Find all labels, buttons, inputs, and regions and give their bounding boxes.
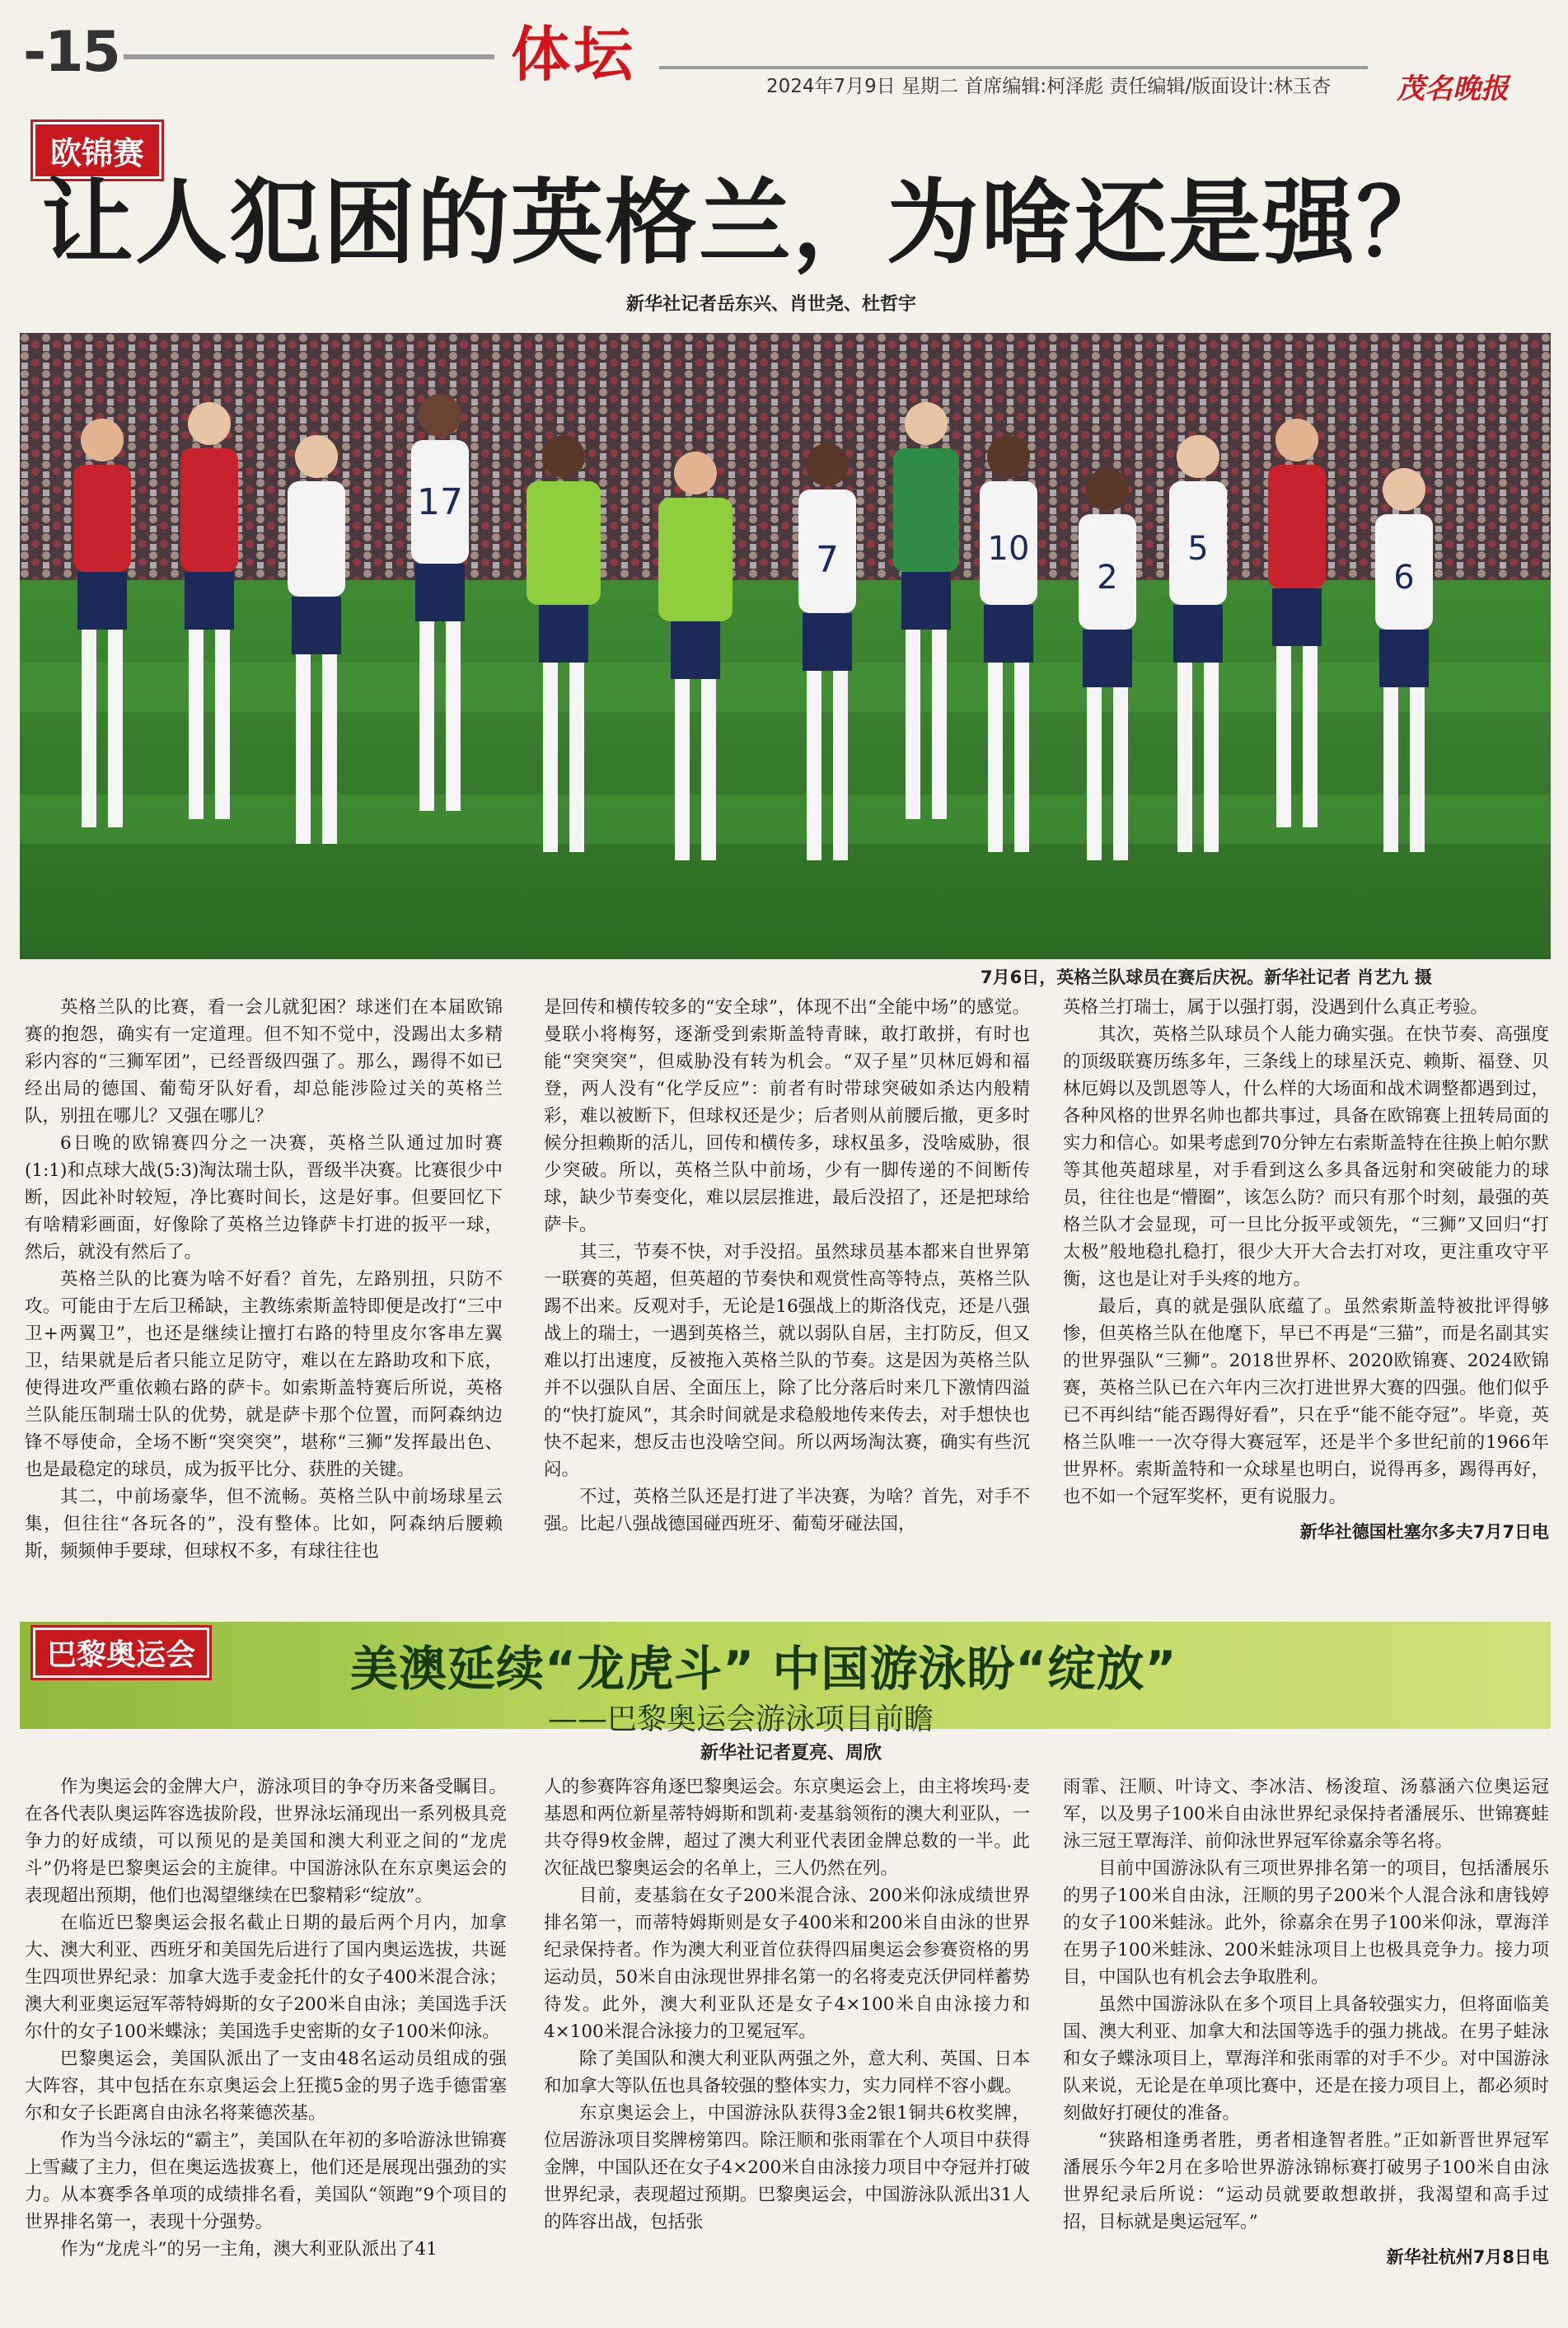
byline: 新华社记者岳东兴、肖世尧、杜哲宇 (626, 294, 917, 315)
article2-signoff: 新华社杭州7月8日电 (1386, 2247, 1549, 2267)
page-number: -15 (23, 20, 119, 85)
paragraph: 目前中国游泳队有三项世界排名第一的项目，包括潘展乐的男子100米自由泳，汪顺的男子200米个人混合泳和唐钱婷的女子100米蛙泳。此外，徐嘉余在男子100米仰泳，覃海洋在男子100米蛙泳、200米蛙泳项目上也极具竞争力。接力项目，中国队也有机会去争取胜利。 (1063, 1858, 1549, 1988)
paragraph: 英格兰队的比赛为啥不好看？首先，左路别扭，只防不攻。可能由于左后卫稀缺，主教练索斯盖特即便是改打“三中卫+两翼卫”，也还是继续让擅打右路的特里皮尔客串左翼卫，结果就是后者只能立足防守，难以在左路助攻和下底，使得进攻严重依赖右路的萨卡。如索斯盖特赛后所说，英格兰队能压制瑞士队的优势，就是萨卡那个位置，而阿森纳边锋不辱使命，全场不断“突突突”，堪称“三狮”发挥最出色、也是最稳定的球员，成为扳平比分、获胜的关键。 (25, 1269, 503, 1480)
paragraph: 人的参赛阵容角逐巴黎奥运会。东京奥运会上，由主将埃玛·麦基恩和两位新星蒂特姆斯和凯莉·麦基翁领衔的澳大利亚队，一共夺得9枚金牌，超过了澳大利亚代表团金牌总数的一半。此次征战巴黎奥运会的名单上，三人仍然在列。 (544, 1777, 1030, 1879)
date-editor-line: 2024年7月9日 星期二 首席编辑:柯泽彪 责任编辑/版面设计:林玉杏 (766, 76, 1331, 97)
article2-column-3 (1063, 1773, 1549, 2271)
paragraph: “狭路相逢勇者胜，勇者相逢智者胜。”正如新晋世界冠军潘展乐今年2月在多哈世界游泳锦标赛打破男子100米自由泳世界纪录后所说：“运动员就要敢想敢拼，我渴望和高手过招，目标就是奥运冠军。” (1063, 2130, 1549, 2232)
svg-text:17: 17 (417, 481, 463, 523)
article1-signoff: 新华社德国杜塞尔多夫7月7日电 (1299, 1522, 1549, 1542)
paragraph: 是回传和横传较多的“安全球”，体现不出“全能中场”的感觉。曼联小将梅努，逐渐受到索斯盖特青睐，敢打敢拼，有时也能“突突突”，但威胁没有转为机会。“双子星”贝林厄姆和福登，两人没有“化学反应”：前者有时带球突破如杀达内般精彩，难以被断下，但球权还是少；后者则从前腰后撤，更多时候分担赖斯的活儿，回传和横传多，球权虽多，没啥威胁，很少突破。所以，英格兰队中前场，少有一脚传递的不间断传球，缺少节奏变化，难以层层推进，最后没招了，还是把球给萨卡。 (544, 997, 1030, 1235)
headline-2: 美澳延续“龙虎斗” 中国游泳盼“绽放” (350, 1641, 1177, 1697)
paragraph: 最后，真的就是强队底蕴了。虽然索斯盖特被批评得够惨，但英格兰队在他麾下，早已不再是“三猫”，而是名副其实的世界强队“三狮”。2018世界杯、2020欧锦赛、2024欧锦赛，英格兰队已在六年内三次打进世界大赛的四强。他们似乎已不再纠结“能否踢得好看”，只在乎“能不能夺冠”。毕竟，英格兰队唯一一次夺得大赛冠军，还是半个多世纪前的1966年世界杯。索斯盖特和一众球星也明白，说得再多，踢得再好，也不如一个冠军奖杯，更有说服力。 (1063, 1296, 1549, 1507)
paragraph: 不过，英格兰队还是打进了半决赛，为啥？首先，对手不强。比起八强战德国碰西班牙、葡萄牙碰法国， (544, 1487, 1030, 1534)
section-title: 体坛 (511, 20, 637, 89)
team-celebration-photo (20, 333, 1551, 959)
svg-text:10: 10 (987, 530, 1030, 568)
paragraph: 除了美国队和澳大利亚队两强之外，意大利、英国、日本和加拿大等队伍也具备较强的整体实力，实力同样不容小觑。 (544, 2049, 1030, 2096)
category-tag-paris-olympics: 巴黎奥运会 (33, 1628, 209, 1678)
paper-logo: 茂名晚报 (1397, 73, 1509, 105)
photo-caption: 7月6日，英格兰队球员在赛后庆祝。新华社记者 肖艺九 摄 (981, 967, 1432, 987)
paragraph: 英格兰打瑞士，属于以强打弱，没遇到什么真正考验。 (1063, 997, 1489, 1018)
category-tag-euro: 欧锦赛 (33, 122, 161, 179)
paragraph: 其三，节奏不快，对手没招。虽然球员基本都来自世界第一联赛的英超，但英超的节奏快和观赏性高等特点，英格兰队踢不出来。反观对手，无论是16强战上的斯洛伐克，还是八强战上的瑞士，一遇到英格兰，就以弱队自居，主打防反，但又难以打出速度，反被拖入英格兰队的节奏。这是因为英格兰队并不以强队自居、全面压上，除了比分落后时来几下激情四溢的“快打旋风”，其余时间就是求稳般地传来传去，对手想快也快不起来，想反击也没啥空间。所以两场淘汰赛，确实有些沉闷。 (544, 1242, 1030, 1480)
svg-text:7: 7 (816, 539, 839, 581)
byline-2: 新华社记者夏亮、周欣 (700, 1743, 882, 1764)
article1-column-2 (544, 994, 1030, 1538)
paragraph: 其次，英格兰队球员个人能力确实强。在快节奏、高强度的顶级联赛历练多年，三条线上的球星沃克、赖斯、福登、贝林厄姆以及凯恩等人，什么样的大场面和战术调整都遇到过，各种风格的世界名帅也都共事过，具备在欧锦赛上扭转局面的实力和信心。如果考虑到70分钟左右索斯盖特在往换上帕尔默等其他英超球星，对手看到这么多具备远射和突破能力的球员，往往也是“懵圈”，该怎么防？而只有那个时刻，最强的英格兰队才会显现，可一旦比分扳平或领先，“三狮”又回归“打太极”般地稳扎稳打，很少大开大合去打对攻，更注重攻守平衡，这也是让对手头疼的地方。 (1063, 1024, 1549, 1290)
svg-text:6: 6 (1393, 559, 1415, 597)
article2-column-1 (25, 1773, 507, 2263)
paragraph: 作为“龙虎斗”的另一主角，澳大利亚队派出了41 (60, 2239, 438, 2260)
headline: 让人犯困的英格兰，为啥还是强？ (41, 170, 1450, 277)
paragraph: 作为当今泳坛的“霸主”，美国队在年初的多哈游泳世锦赛上雪藏了主力，但在奥运选拔赛上，他们还是展现出强劲的实力。从本赛季各单项的成绩排名看，美国队“领跑”9个项目的世界排名第一，表现十分强势。 (25, 2130, 507, 2232)
header-rule-right (659, 66, 1368, 69)
paragraph: 虽然中国游泳队在多个项目上具备较强实力，但将面临美国、澳大利亚、加拿大和法国等选手的强力挑战。在男子蛙泳和女子蝶泳项目上，覃海洋和张雨霏的对手不少。对中国游泳队来说，无论是在单项比赛中，还是在接力项目上，都必须时刻做好打硬仗的准备。 (1063, 1994, 1549, 2124)
paragraph: 在临近巴黎奥运会报名截止日期的最后两个月内，加拿大、澳大利亚、西班牙和美国先后进行了国内奥运选拔，共诞生四项世界纪录：加拿大选手麦金托什的女子400米混合泳；澳大利亚奥运冠军蒂特姆斯的女子200米自由泳；美国选手沃尔什的女子100米蝶泳；美国选手史密斯的女子100米仰泳。 (25, 1913, 507, 2042)
paragraph: 东京奥运会上，中国游泳队获得3金2银1铜共6枚奖牌，位居游泳项目奖牌榜第四。除汪顺和张雨霏在个人项目中获得金牌，中国队还在女子4×200米自由泳接力项目中夺冠并打破世界纪录，表现超过预期。巴黎奥运会，中国游泳队派出31人的阵容出战，包括张 (544, 2103, 1030, 2232)
paragraph: 作为奥运会的金牌大户，游泳项目的争夺历来备受瞩目。在各代表队奥运阵容选拔阶段，世界泳坛涌现出一系列极具竞争力的好成绩，可以预见的是美国和澳大利亚之间的“龙虎斗”仍将是巴黎奥运会的主旋律。中国游泳队在东京奥运会的表现超出预期，他们也渴望继续在巴黎精彩“绽放”。 (25, 1777, 507, 1906)
article1-column-3 (1063, 994, 1549, 1546)
paragraph: 雨霏、汪顺、叶诗文、李冰洁、杨浚瑄、汤慕涵六位奥运冠军，以及男子100米自由泳世界纪录保持者潘展乐、世锦赛蛙泳三冠王覃海洋、前仰泳世界冠军徐嘉余等名将。 (1063, 1777, 1549, 1852)
article2-column-2 (544, 1773, 1030, 2236)
subheadline-2: ——巴黎奥运会游泳项目前瞻 (548, 1703, 934, 1736)
header-rule-left (124, 54, 494, 59)
paragraph: 目前，麦基翁在女子200米混合泳、200米仰泳成绩世界排名第一，而蒂特姆斯则是女子400米和200米自由泳的世界纪录保持者。作为澳大利亚首位获得四届奥运会参赛资格的男运动员，50米自由泳现世界排名第一的名将麦克沃伊同样蓄势待发。此外，澳大利亚队还是女子4×100米自由泳接力和4×100米混合泳接力的卫冕冠军。 (544, 1885, 1030, 2042)
paragraph: 其二，中前场豪华，但不流畅。英格兰队中前场球星云集，但往往“各玩各的”，没有整体。比如，阿森纳后腰赖斯，频频伸手要球，但球权不多，有球往往也 (25, 1487, 503, 1562)
paragraph: 巴黎奥运会，美国队派出了一支由48名运动员组成的强大阵容，其中包括在东京奥运会上狂揽5金的男子选手德雷塞尔和女子长距离自由泳名将莱德茨基。 (25, 2049, 507, 2124)
paragraph: 6日晚的欧锦赛四分之一决赛，英格兰队通过加时赛(1:1)和点球大战(5:3)淘汰瑞士队，晋级半决赛。比赛很少中断，因此补时较短，净比赛时间长，这是好事。但要回忆下有啥精彩画面，好像除了英格兰边锋萨卡打进的扳平一球，然后，就没有然后了。 (25, 1133, 503, 1262)
svg-text:5: 5 (1187, 530, 1209, 568)
paragraph: 英格兰队的比赛，看一会儿就犯困？球迷们在本届欧锦赛的抱怨，确实有一定道理。但不知不觉中，没踢出太多精彩内容的“三狮军团”，已经晋级四强了。那么，踢得不如已经出局的德国、葡萄牙队好看，却总能涉险过关的英格兰队，别扭在哪儿？又强在哪儿？ (25, 997, 503, 1127)
article1-column-1 (25, 994, 503, 1565)
svg-text:2: 2 (1097, 559, 1118, 597)
